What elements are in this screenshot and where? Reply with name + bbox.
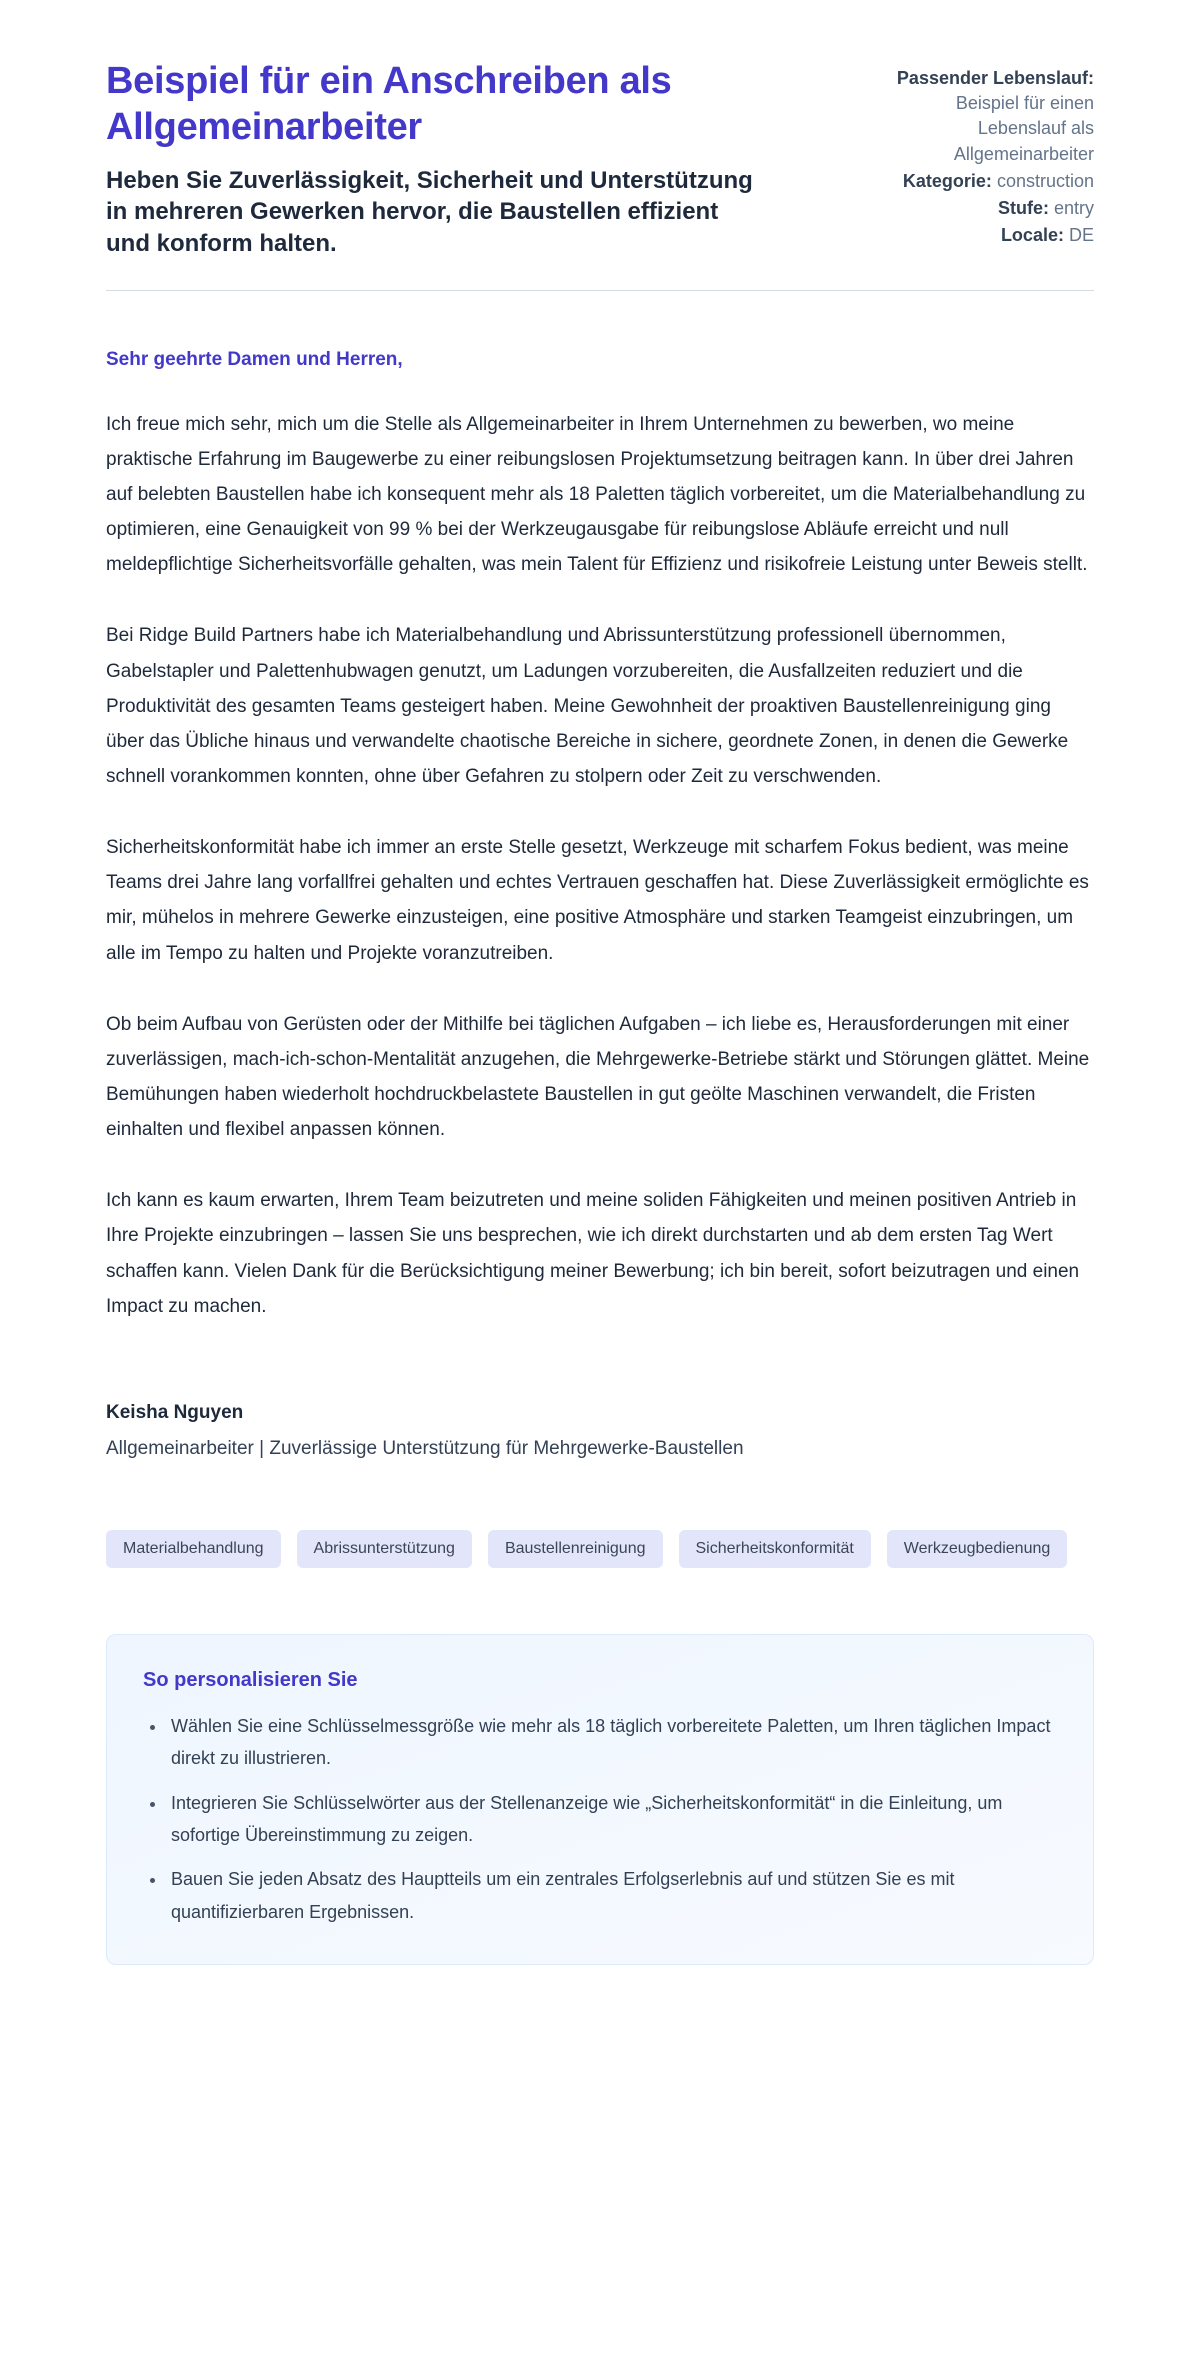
header [106,58,1094,260]
signature-name: Keisha Nguyen [106,1401,244,1423]
header-left [106,58,766,260]
page-title: Beispiel für ein Anschreiben als Allgemeinarbeiter [106,60,672,149]
tips-heading: So personalisieren Sie [143,1668,358,1691]
cover-letter-body [106,349,1094,1460]
signature-role: Allgemeinarbeiter | Zuverlässige Unterstützung für Mehrgewerke-Baustellen [106,1437,744,1459]
personalization-tips-box [106,1634,1094,1965]
letter-paragraph-5: Ich kann es kaum erwarten, Ihrem Team beizutreten und meine soliden Fähigkeiten und meinen positiven Antrieb in Ihre Projekte einzubringen – lassen Sie uns besprechen, wie ich direkt durchstarten und ab dem ersten Tag Wert schaffen kann. Vielen Dank für die Berücksichtigung meiner Bewerbung; ich bin bereit, sofort beizutragen und einen Impact zu machen. [106,1190,1080,1317]
skill-tag-materialbehandlung: Materialbehandlung [106,1530,281,1568]
letter-paragraph-2: Bei Ridge Build Partners habe ich Materialbehandlung und Abrissunterstützung professionell übernommen, Gabelstapler und Palettenhubwagen genutzt, um Ladungen vorzubereiten, die Ausfallzeiten reduziert und die Produktivität des gesamten Teams gesteigert haben. Meine Gewohnheit der proaktiven Baustellenreinigung ging über das Übliche hinaus und verwandelte chaotische Bereiche in sichere, geordnete Zonen, in denen die Gewerke schnell vorankommen konnten, ohne über Gefahren zu stolpern oder Zeit zu verschwenden. [106,625,1069,787]
meta-label-category: Kategorie: [902,170,992,191]
meta-value-level: entry [1053,197,1094,218]
letter-paragraph-3: Sicherheitskonformität habe ich immer an erste Stelle gesetzt, Werkzeuge mit scharfem Fokus bedient, was meine Teams drei Jahre lang vorfallfrei gehalten und echtes Vertrauen geschaffen hat. Diese Zuverlässigkeit ermöglichte es mir, mühelos in mehrere Gewerke einzusteigen, eine positive Atmosphäre und starken Teamgeist einzubringen, um alle im Tempo zu halten und Projekte voranzutreiben. [106,837,1089,964]
meta-row-matching-resume [882,66,1094,167]
page [106,0,1094,2029]
meta-label-locale: Locale: [1000,225,1064,246]
header-divider [106,290,1094,291]
meta-value-locale: DE [1068,225,1094,246]
tips-list [143,1710,1057,1928]
letter-paragraph-1: Ich freue mich sehr, mich um die Stelle als Allgemeinarbeiter in Ihrem Unternehmen zu bewerben, wo meine praktische Erfahrung im Baugewerbe zu einer reibungslosen Projektumsetzung beitragen kann. In über drei Jahren auf belebten Baustellen habe ich konsequent mehr als 18 Paletten täglich vorbereitet, um die Materialbehandlung zu optimieren, eine Genauigkeit von 99 % bei der Werkzeugausgabe für reibungslose Abläufe erreicht und null meldepflichtige Sicherheitsvorfälle gehalten, was mein Talent für Effizienz und risikofreie Leistung unter Beweis stellt. [106,413,1088,576]
meta-label-level: Stufe: [997,197,1049,218]
meta-row-locale [882,223,1094,248]
skill-tag-sicherheitskonformitaet: Sicherheitskonformität [679,1530,871,1568]
skill-tag-list [106,1530,1094,1568]
skill-tag-abrissunterstuetzung: Abrissunterstützung [297,1530,472,1568]
meta-panel [882,58,1094,260]
tip-item-2: • Integrieren Sie Schlüsselwörter aus der Stellenanzeige wie „Sicherheitskonformität“ in die Einleitung, um sofortige Übereinstimmung zu zeigen. [167,1787,1057,1852]
letter-paragraph-4: Ob beim Aufbau von Gerüsten oder der Mithilfe bei täglichen Aufgaben – ich liebe es, Herausforderungen mit einer zuverlässigen, mach-ich-schon-Mentalität anzugehen, die Mehrgewerke-Betriebe stärkt und Störungen glättet. Meine Bemühungen haben wiederholt hochdruckbelastete Baustellen in gut geölte Maschinen verwandelt, die Fristen einhalten und flexibel anpassen können. [106,1013,1090,1141]
tip-item-1: • Wählen Sie eine Schlüsselmessgröße wie mehr als 18 täglich vorbereitete Paletten, um Ihren täglichen Impact direkt zu illustrieren. [167,1710,1057,1775]
meta-label-matching-resume: Passender Lebenslauf: [896,68,1094,88]
tip-item-3: • Bauen Sie jeden Absatz des Hauptteils um ein zentrales Erfolgserlebnis auf und stützen Sie es mit quantifizierbaren Ergebnissen. [167,1863,1057,1928]
meta-value-matching-resume: Beispiel für einen Lebenslauf als Allgemeinarbeiter [953,93,1094,164]
skill-tag-baustellenreinigung: Baustellenreinigung [488,1530,663,1568]
page-subtitle: Heben Sie Zuverlässigkeit, Sicherheit und Unterstützung in mehreren Gewerken hervor, die Baustellen effizient und konform halten. [106,166,753,258]
meta-row-level [882,196,1094,221]
letter-greeting: Sehr geehrte Damen und Herren, [106,348,403,370]
skill-tag-werkzeugbedienung: Werkzeugbedienung [887,1530,1067,1568]
meta-value-category: construction [996,170,1094,191]
meta-row-category [882,169,1094,194]
